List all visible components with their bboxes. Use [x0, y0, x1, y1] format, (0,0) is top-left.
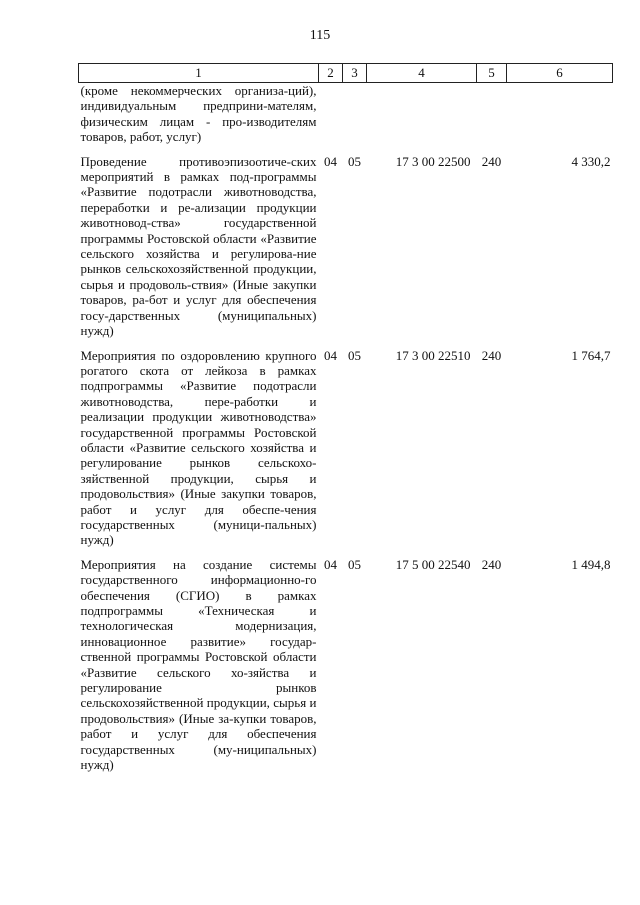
page-number: 115 — [309, 28, 331, 43]
row-subsection: 05 — [348, 153, 361, 169]
row-expense-type — [477, 83, 507, 154]
header-col-1: 1 — [79, 64, 319, 83]
table-row — [79, 557, 613, 782]
row-expense-type: 240 — [481, 153, 502, 169]
row-section — [319, 83, 343, 154]
table-row — [79, 348, 613, 557]
row-expense-type: 240 — [481, 556, 502, 572]
header-col-2: 2 — [319, 64, 343, 83]
table-row — [79, 83, 613, 154]
header-col-4: 4 — [367, 64, 477, 83]
row-subsection — [343, 83, 367, 154]
row-target-code: 17 5 00 22540 — [395, 556, 471, 572]
table-row — [79, 154, 613, 348]
row-name: Мероприятия на создание системы государственного информационно-го обеспечения (СГИО) в рамках подпрограммы «Техническая и технологическая модернизация, инновационное развитие» государ-ственной программы Ростовской области «Развитие сельского хо-зяйства и регулирование рынков сельскохозяйственной продукции, сырья и продовольствия» (Иные за-купки товаров, работ и услуг для обеспечения государственных (му-ниципальных) нужд) — [80, 556, 317, 773]
header-col-3: 3 — [343, 64, 367, 83]
row-amount: 4 330,2 — [571, 153, 611, 169]
row-section: 04 — [324, 556, 337, 572]
row-name: (кроме некоммерческих организа-ций), индивидуальным предприни-мателям, физическим лицам - про-изводителям товаров, работ, услуг) — [80, 83, 317, 145]
row-expense-type: 240 — [481, 347, 502, 363]
row-amount: 1 764,7 — [571, 347, 611, 363]
row-section: 04 — [324, 153, 337, 169]
row-target-code: 17 3 00 22510 — [395, 347, 471, 363]
row-target-code: 17 3 00 22500 — [395, 153, 471, 169]
row-subsection: 05 — [348, 556, 361, 572]
row-subsection: 05 — [348, 347, 361, 363]
header-col-5: 5 — [477, 64, 507, 83]
row-amount — [507, 83, 613, 154]
header-row — [79, 64, 613, 83]
row-amount: 1 494,8 — [571, 556, 611, 572]
row-target-code — [367, 83, 477, 154]
row-name: Проведение противоэпизоотиче-ских мероприятий в рамках под-программы «Развитие подотрасли животноводства, переработки и ре-ализации продукции животновод-ства» государственной программы Ростовской области «Развитие сельского хозяйства и регулирова-ние рынков сельскохозяйственной продукции, сырья и продоволь-ствия» (Иные закупки товаров, ра-бот и услуг для обеспечения госу-дарственных (муниципальных) нужд) — [80, 153, 317, 339]
budget-table — [78, 63, 613, 781]
header-col-6: 6 — [507, 64, 613, 83]
row-section: 04 — [324, 347, 337, 363]
row-name: Мероприятия по оздоровлению крупного рогатого скота от лейкоза в рамках подпрограммы «Развитие подотрасли животноводства, пере-работки и реализации продукции животноводства» государственной программы Ростовской области «Развитие сельского хозяйства и регулирование рынков сельскохо-зяйственной продукции, сырья и продовольствия» (Иные закупки товаров, работ и услуг для обеспе-чения государственных (муници-пальных) нужд) — [80, 347, 317, 548]
